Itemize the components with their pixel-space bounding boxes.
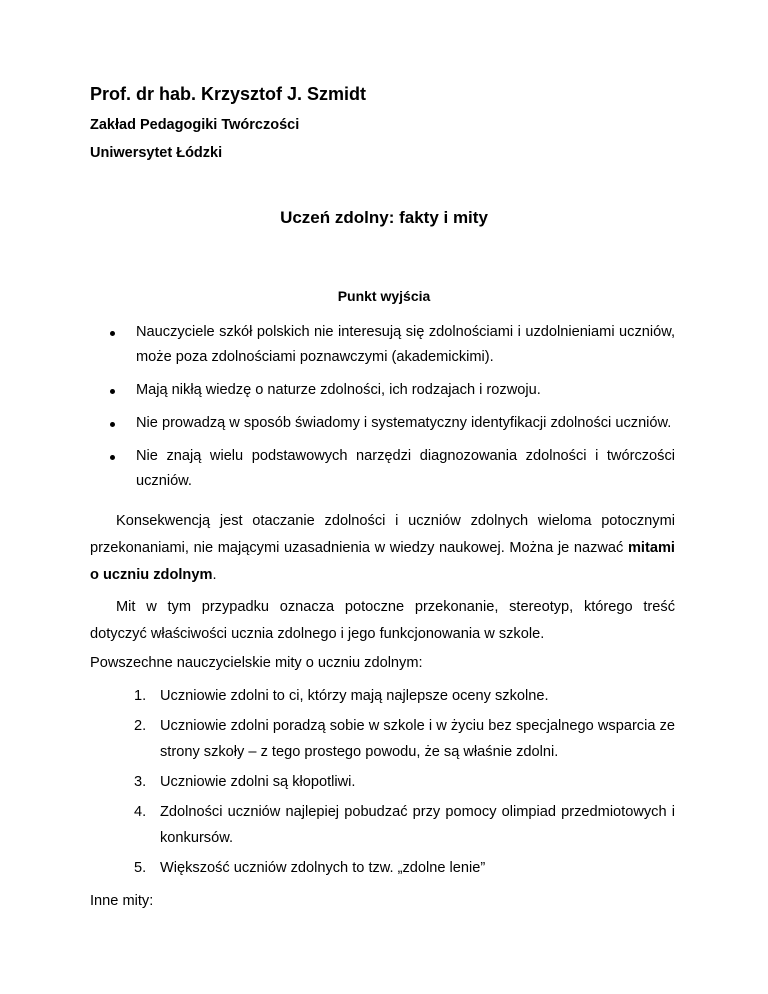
list-number: 2.	[134, 718, 147, 734]
list-item	[110, 378, 675, 403]
starting-point-list	[110, 320, 675, 502]
paragraph-consequence: Konsekwencją jest otaczanie zdolności i uczniów zdolnych wieloma potocznymi przekonaniami, nie mającymi uzasadnienia w wiedzy naukowej. Można je nazwać mitami o uczniu zdolnym.	[90, 513, 675, 583]
list-item	[134, 683, 675, 709]
author-name: Prof. dr hab. Krzysztof J. Szmidt	[90, 84, 367, 104]
emphasis-text: mitami o uczniu zdolnym	[90, 540, 675, 583]
myths-list	[134, 683, 675, 885]
list-item-text: Zdolności uczniów najlepiej pobudzać przy pomocy olimpiad przedmiotowych i konkursów.	[160, 804, 675, 846]
list-item	[110, 320, 675, 370]
list-item	[134, 799, 675, 851]
list-item-text: Nie znają wielu podstawowych narzędzi diagnozowania zdolności i twórczości uczniów.	[136, 448, 675, 489]
list-item-text: Nie prowadzą w sposób świadomy i systematyczny identyfikacji zdolności uczniów.	[136, 415, 672, 431]
document-title: Uczeń zdolny: fakty i mity	[280, 208, 488, 227]
section-title: Punkt wyjścia	[337, 288, 431, 304]
bullet-icon	[110, 422, 115, 427]
list-number: 4.	[134, 804, 147, 820]
list-item-text: Uczniowie zdolni są kłopotliwi.	[160, 774, 356, 790]
list-item-text: Uczniowie zdolni poradzą sobie w szkole i w życiu bez specjalnego wsparcia ze strony szkoły – z tego prostego powodu, że są właśnie zdolni.	[160, 718, 675, 760]
department-name: Zakład Pedagogiki Twórczości	[90, 117, 300, 133]
list-item	[110, 411, 675, 436]
list-item	[134, 769, 675, 795]
bullet-icon	[110, 331, 115, 336]
list-item	[110, 444, 675, 494]
list-item	[134, 855, 675, 881]
university-name: Uniwersytet Łódzki	[90, 145, 223, 161]
paragraph-text: Konsekwencją jest otaczanie zdolności i uczniów zdolnych wieloma potocznymi przekonaniami, nie mającymi uzasadnienia w wiedzy naukowej. Można je nazwać	[90, 513, 675, 556]
other-myths-heading: Inne mity:	[90, 893, 154, 909]
list-item-text: Uczniowie zdolni to ci, którzy mają najlepsze oceny szkolne.	[160, 688, 549, 704]
list-number: 3.	[134, 774, 147, 790]
list-item	[134, 713, 675, 765]
list-number: 1.	[134, 688, 147, 704]
list-item-text: Nauczyciele szkół polskich nie interesują się zdolnościami i uzdolnieniami uczniów, może poza zdolnościami poznawczymi (akademickimi).	[136, 324, 675, 365]
bullet-icon	[110, 389, 115, 394]
list-item-text: Większość uczniów zdolnych to tzw. „zdolne lenie”	[160, 860, 486, 876]
list-number: 5.	[134, 860, 147, 876]
list-item-text: Mają nikłą wiedzę o naturze zdolności, ich rodzajach i rozwoju.	[136, 382, 541, 398]
paragraph-text: Mit w tym przypadku oznacza potoczne przekonanie, stereotyp, którego treść dotyczyć właściwości ucznia zdolnego i jego funkcjonowania w szkole.	[90, 599, 675, 642]
bullet-icon	[110, 455, 115, 460]
paragraph-myths-intro: Powszechne nauczycielskie mity o uczniu zdolnym:	[90, 655, 423, 671]
paragraph-myth-definition	[90, 594, 675, 648]
